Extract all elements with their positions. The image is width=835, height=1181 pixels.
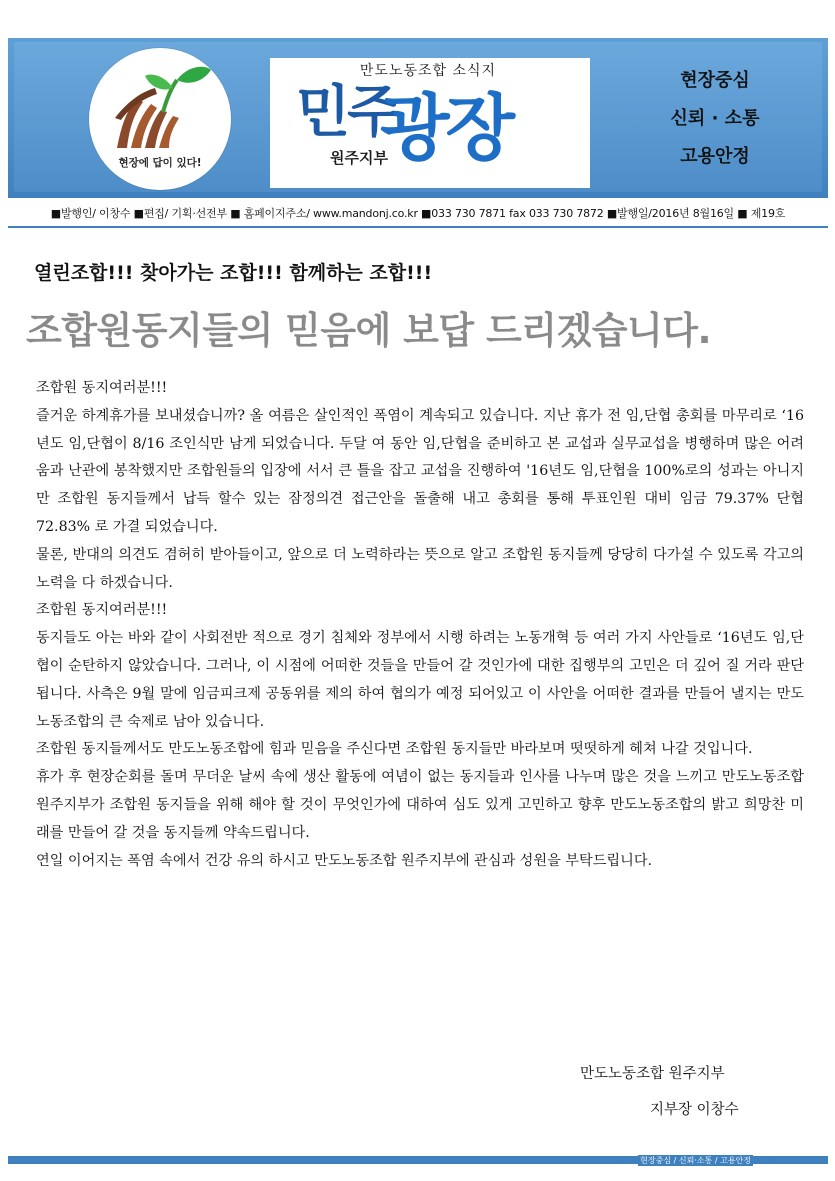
masthead-title-part2: 광장 xyxy=(380,86,512,170)
slogan-2: 신뢰 · 소통 xyxy=(670,108,760,129)
paragraph: 물론, 반대의 의견도 겸허히 받아들이고, 앞으로 더 노력하라는 뜻으로 알고 조합원 동지들께 당당히 다가설 수 있도록 각고의 노력을 다 하겠습니다. xyxy=(36,546,804,591)
paragraph: 조합원 동지들께서도 만도노동조합에 힘과 믿음을 주신다면 조합원 동지들만 바라보며 떳떳하게 헤쳐 나갈 것입니다. xyxy=(36,741,753,758)
masthead-title-part1: 민주 xyxy=(296,80,399,145)
paragraph: 조합원 동지여러분!!! xyxy=(36,380,168,396)
footer-slogan: 현장중심 / 신뢰·소통 / 고용안정 xyxy=(640,1156,751,1165)
paragraph: 연일 이어지는 폭염 속에서 건강 유의 하시고 만도노동조합 원주지부에 관심과 성원을 부탁드립니다. xyxy=(36,852,653,869)
article-headline: 조합원동지들의 믿음에 보답 드리겠습니다. xyxy=(26,309,712,352)
publication-info-line: ■발행인/ 이창수 ■편집/ 기획·선전부 ■ 홈페이지주소/ www.mandonj.co.kr ■033 730 7871 fax 033 730 7872 ■발행일/2016년 8월16일 ■ 제19호 xyxy=(50,207,786,220)
paragraph: 즐거운 하계휴가를 보내셨습니까? 올 여름은 살인적인 폭염이 계속되고 있습니다. 지난 휴가 전 임,단협 총회를 마무리로 ‘16년도 임,단협이 8/16 조인식만 남게 되었습니다. 두달 여 동안 임,단협을 준비하고 본 교섭과 실무교섭을 병행하며 많은 어려움과 난관에 봉착했지만 조합원들의 입장에 서서 큰 틀을 잡고 교섭을 진행하여 '16년도 임,단협을 100%로의 성과는 아니지만 조합원 동지들께서 납득 할수 있는 잠정의견 접근안을 돌출해 내고 총회를 통해 투표인원 대비 임금 79.37% 단협 72.83% 로 가결 되었습니다. xyxy=(36,407,804,535)
signature-name: 지부장 이창수 xyxy=(650,1102,739,1118)
info-divider xyxy=(8,226,828,228)
logo-caption: 현장에 답이 있다! xyxy=(118,157,202,169)
slogan-1: 현장중심 xyxy=(680,70,750,91)
publication-name: 만도노동조합 소식지 xyxy=(359,63,497,79)
branch-name: 원주지부 xyxy=(330,149,388,167)
signature-organization: 만도노동조합 원주지부 xyxy=(580,1066,725,1082)
slogan-3: 고용안정 xyxy=(680,146,750,167)
paragraph: 동지들도 아는 바와 같이 사회전반 적으로 경기 침체와 정부에서 시행 하려는 노동개혁 등 여러 가지 사안들로 ‘16년도 임,단협이 순탄하지 않았습니다. 그러나, 이 시점에 어떠한 것들을 만들어 갈 것인가에 대한 집행부의 고민은 더 깊어 질 거라 판단됩니다. 사측은 9월 말에 임금피크제 공동위를 제의 하여 협의가 예정 되어있고 이 사안을 어떠한 결과를 만들어 낼지는 만도노동조합의 큰 숙제로 남아 있습니다. xyxy=(36,630,804,730)
article-body xyxy=(36,375,804,875)
article-subhead: 열린조합!!! 찾아가는 조합!!! 함께하는 조합!!! xyxy=(34,262,433,284)
paragraph: 휴가 후 현장순회를 돌며 무더운 날씨 속에 생산 활동에 여념이 없는 동지들과 인사를 나누며 많은 것을 느끼고 만도노동조합 원주지부가 조합원 동지들을 위해 해야 할 것이 무엇인가에 대하여 심도 있게 고민하고 향후 만도노동조합의 밝고 희망찬 미래를 만들어 갈 것을 동지들께 약속드립니다. xyxy=(36,769,804,841)
paragraph: 조합원 동지여러분!!! xyxy=(36,602,168,619)
union-logo xyxy=(89,48,231,190)
sprout-logo-icon xyxy=(107,58,213,154)
